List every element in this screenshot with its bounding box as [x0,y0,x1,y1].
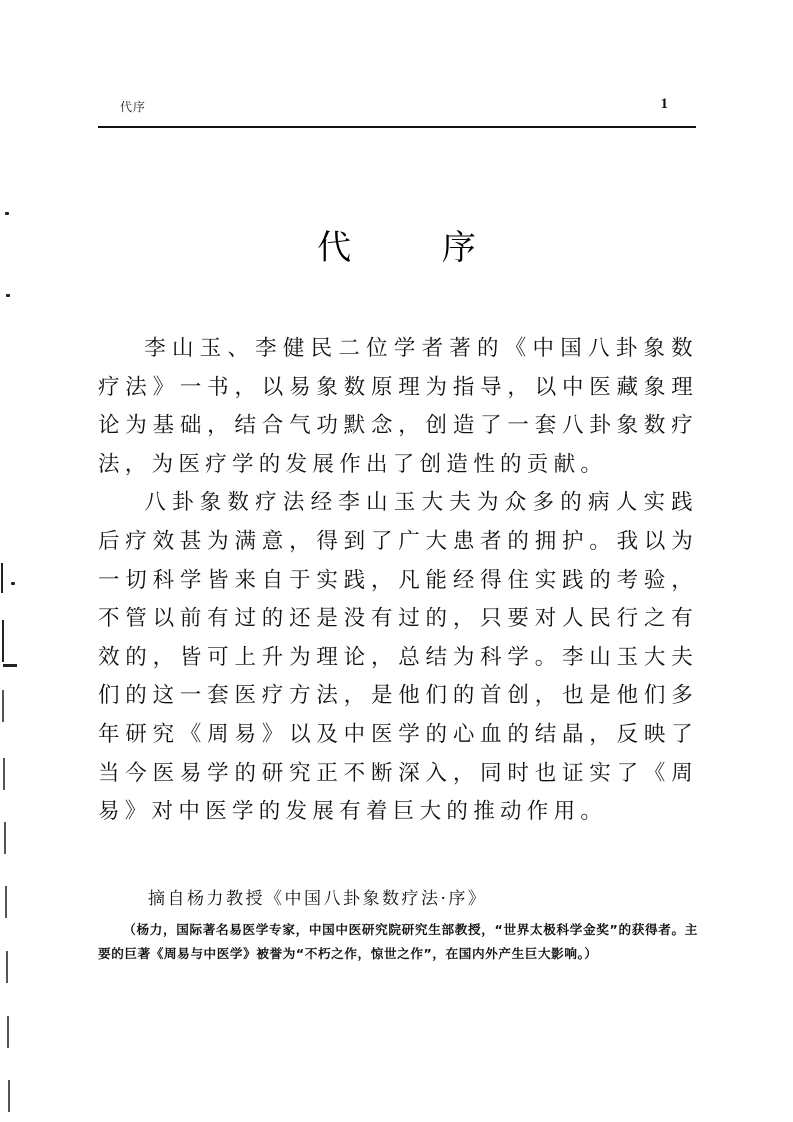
author-note: （杨力，国际著名易医学专家，中国中医研究院研究生部教授，“世界太极科学金奖”的获得者。主要的巨著《周易与中医学》被誉为“不朽之作，惊世之作”，在国内外产生巨大影响。） [98,922,698,961]
running-head: 代序 [120,100,147,114]
header-rule [98,126,696,128]
paragraph-1: 李山玉、李健民二位学者著的《中国八卦象数疗法》一书，以易象数原理为指导，以中医藏象理论为基础，结合气功默念，创造了一套八卦象数疗法，为医疗学的发展作出了创造性的贡献。 [98,336,698,477]
scan-artifact [6,294,10,297]
scan-artifact [6,951,8,983]
source-attribution: 摘自杨力教授《中国八卦象数疗法·序》 [148,889,488,909]
scan-artifact [5,886,7,918]
scan-artifact [11,582,15,585]
scan-artifact [8,1080,10,1112]
paragraph-2: 八卦象数疗法经李山玉大夫为众多的病人实践后疗效甚为满意，得到了广大患者的拥护。我以为一切科学皆来自于实践，凡能经得住实践的考验，不管以前有过的还是没有过的，只要对人民行之有效的，皆可上升为理论，总结为科学。李山玉大夫们的这一套医疗方法，是他们的首创，也是他们多年研究《周易》以及中医学的心血的结晶，反映了当今医易学的研究正不断深入，同时也证实了《周易》对中医学的发展有着巨大的推动作用。 [98,490,698,825]
body-text [98,330,698,832]
scan-artifact [1,563,3,593]
page-header [98,94,696,128]
scan-artifact [2,620,4,662]
scan-artifact [3,664,17,667]
page-title: 代 序 [317,228,516,268]
scan-artifact [5,212,9,215]
scan-artifact [4,822,6,854]
page-number: 1 [660,96,668,112]
scan-artifact [2,690,4,722]
scan-artifact [3,758,5,790]
scan-artifact [7,1016,9,1048]
